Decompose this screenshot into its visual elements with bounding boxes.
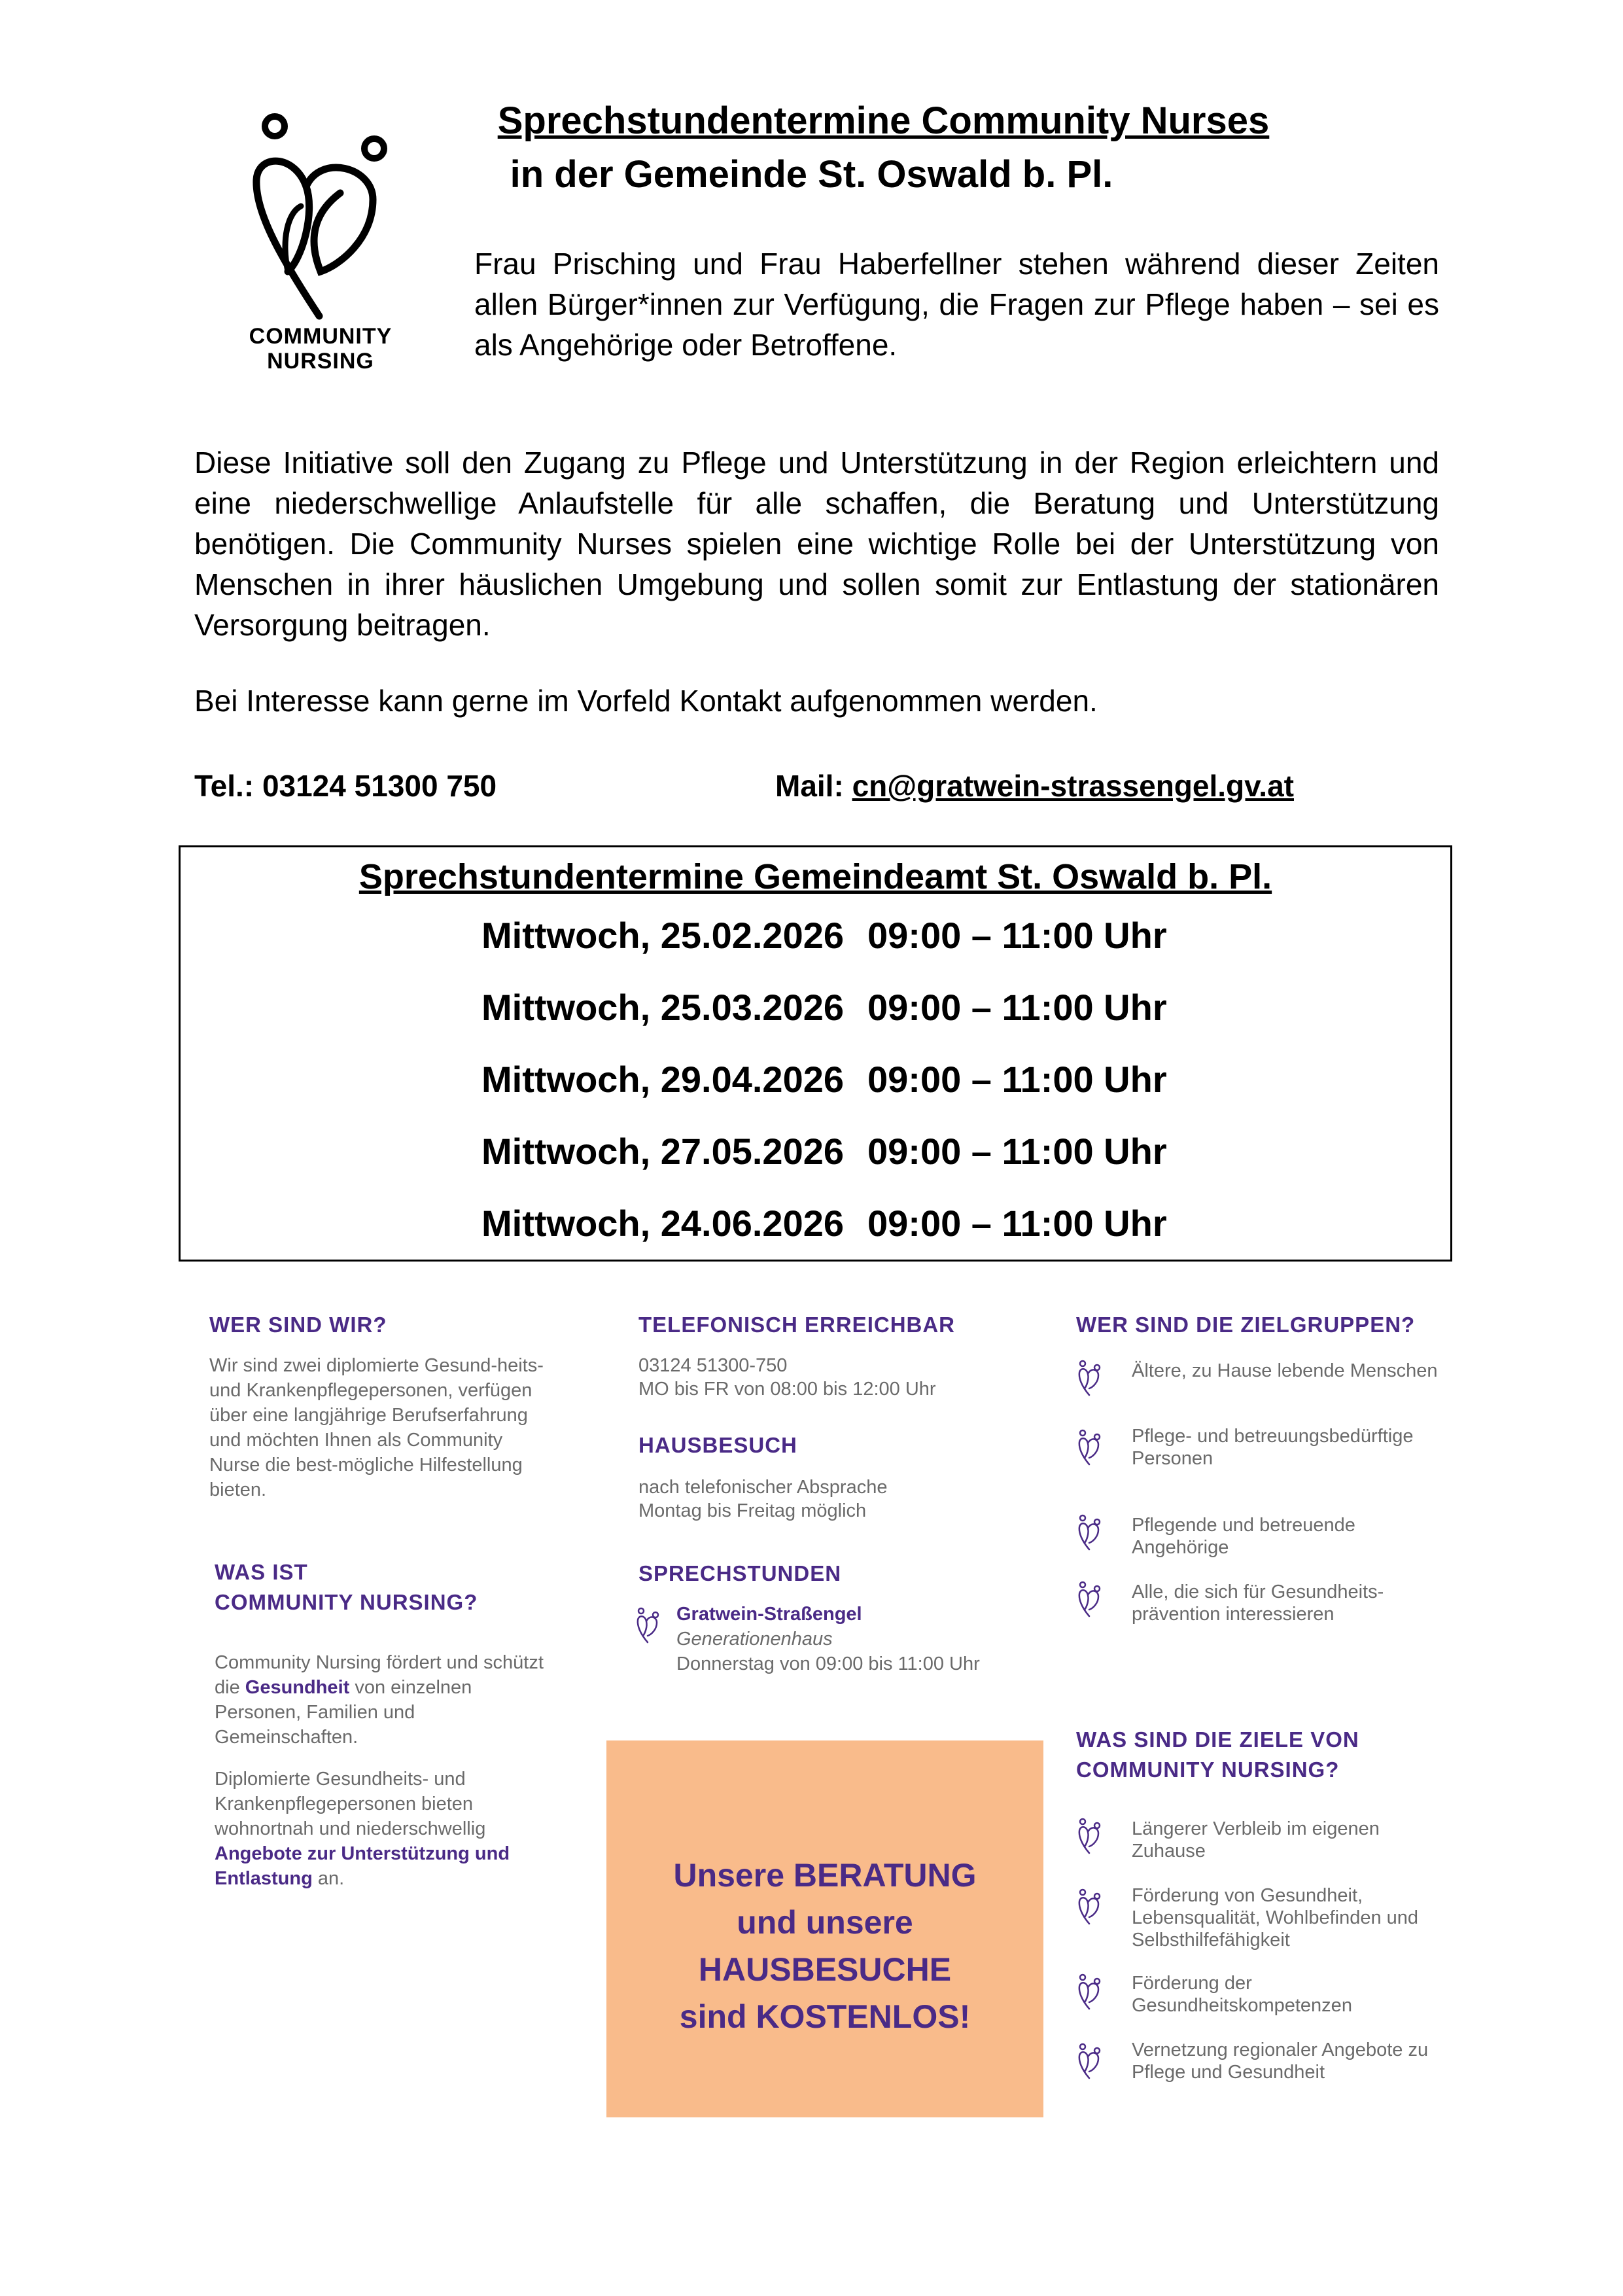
what-text-2c: an. [312, 1868, 345, 1889]
schedule-row [481, 1201, 1167, 1246]
goal-item: Vernetzung regionaler Angebote zu Pflege und Gesundheit [1132, 2040, 1429, 2083]
schedule-time: 09:00 – 11:00 Uhr [867, 915, 1167, 956]
free-service-banner [606, 1740, 1043, 2117]
what-text-2a: Diplomierte Gesundheits- und Krankenpflegepersonen bieten wohnortnah und niederschwellig [215, 1769, 486, 1839]
body-paragraph: Diese Initiative soll den Zugang zu Pflege und Unterstützung in der Region erleichtern und eine niederschwellige Anlaufstelle für alle schaffen, die Beratung und Unterstützung benötigen. Die Community Nurses spielen eine wichtige Rolle bei der Unterstützung von Menschen in ihrer häuslichen Umgebung und sollen somit zur Entlastung der stationären Versorgung beitragen. [194, 446, 1439, 642]
office-place: Gratwein-Straßengel [676, 1604, 862, 1625]
page-title: Sprechstundentermine Community Nurses [497, 99, 1270, 142]
cta-line3: HAUSBESUCHE [698, 1951, 952, 1988]
cta-line2: und unsere [737, 1904, 913, 1941]
interest-line: Bei Interesse kann gerne im Vorfeld Kontakt aufgenommen werden. [194, 684, 1098, 718]
tel-value: 03124 51300 750 [262, 769, 497, 803]
community-nursing-small-icon [1076, 1818, 1102, 1854]
schedule-date: Mittwoch, 24.06.2026 [481, 1203, 845, 1244]
community-nursing-logo [242, 108, 399, 389]
heart-figures-small-icon [1076, 1888, 1102, 1925]
office-time: Donnerstag von 09:00 bis 11:00 Uhr [676, 1653, 980, 1674]
community-nursing-small-icon [1076, 1581, 1102, 1617]
group-item: Pflege- und betreuungsbedürftige Personen [1132, 1426, 1414, 1469]
phone-contact [194, 766, 497, 806]
schedule-time: 09:00 – 11:00 Uhr [867, 1131, 1167, 1172]
heart-figures-small-icon [1076, 1514, 1102, 1551]
office-heading: SPRECHSTUNDEN [638, 1561, 842, 1585]
logo-text-line1: COMMUNITY [249, 324, 393, 349]
what-text-1 [215, 1650, 548, 1750]
mail-label: Mail: [775, 769, 844, 803]
goal-item: Förderung von Gesundheit, Lebensqualität, Wohlbefinden und Selbsthilfefähigkeit [1132, 1885, 1419, 1951]
heart-figures-small-icon [1076, 1973, 1102, 2010]
what-text-1a: Community Nursing fördert und schützt die [215, 1652, 544, 1698]
visit-line2: Montag bis Freitag möglich [638, 1500, 867, 1521]
schedule-time: 09:00 – 11:00 Uhr [867, 1059, 1167, 1100]
phone-hours: MO bis FR von 08:00 bis 12:00 Uhr [638, 1379, 936, 1400]
schedule-date: Mittwoch, 25.02.2026 [481, 915, 845, 956]
cta-line4: sind KOSTENLOS! [679, 1998, 971, 2035]
community-nursing-small-icon [635, 1607, 661, 1644]
schedule-row [481, 1129, 1167, 1174]
heart-figures-small-icon [1076, 1360, 1102, 1396]
goals-heading-line1: WAS SIND DIE ZIELE VON [1076, 1727, 1359, 1752]
phone-heading: TELEFONISCH ERREICHBAR [638, 1313, 956, 1337]
heart-figures-small-icon [1076, 2043, 1102, 2079]
community-nursing-small-icon [1076, 1429, 1102, 1466]
schedule-time: 09:00 – 11:00 Uhr [867, 1203, 1167, 1244]
what-text-1c: von einzelnen Personen, Familien und Gemeinschaften. [215, 1677, 472, 1748]
schedule-date: Mittwoch, 29.04.2026 [481, 1059, 845, 1100]
heart-figures-small-icon [1076, 1818, 1102, 1854]
goals-heading-line2: COMMUNITY NURSING? [1076, 1757, 1340, 1782]
groups-heading: WER SIND DIE ZIELGRUPPEN? [1076, 1313, 1416, 1337]
heart-figures-small-icon [1076, 1581, 1102, 1617]
visit-line1: nach telefonischer Absprache [638, 1477, 888, 1498]
schedule-row [481, 985, 1167, 1031]
heart-figures-small-icon [635, 1607, 661, 1644]
tel-label: Tel.: [194, 769, 254, 803]
community-nursing-small-icon [1076, 1888, 1102, 1925]
schedule-title: Sprechstundentermine Gemeindeamt St. Oswald b. Pl. [358, 857, 1272, 896]
what-heading-line1: WAS IST [215, 1560, 308, 1584]
logo-text-line2: NURSING [267, 349, 374, 374]
community-nursing-small-icon [1076, 2043, 1102, 2079]
group-item: Alle, die sich für Gesundheits-prävention interessieren [1132, 1581, 1384, 1625]
mail-link[interactable]: cn@gratwein-strassengel.gv.at [852, 769, 1294, 803]
cta-line1: Unsere BERATUNG [673, 1857, 977, 1894]
community-nursing-small-icon [1076, 1973, 1102, 2010]
what-text-2 [215, 1767, 555, 1891]
schedule-time: 09:00 – 11:00 Uhr [867, 987, 1167, 1028]
schedule-date: Mittwoch, 25.03.2026 [481, 987, 845, 1028]
schedule-table [179, 845, 1452, 1262]
who-heading: WER SIND WIR? [209, 1313, 387, 1337]
what-heading-line2: COMMUNITY NURSING? [215, 1590, 478, 1614]
goal-item: Längerer Verbleib im eigenen Zuhause [1132, 1818, 1380, 1862]
page-subtitle: in der Gemeinde St. Oswald b. Pl. [510, 153, 1113, 196]
schedule-row [481, 913, 1167, 959]
heart-figures-small-icon [1076, 1429, 1102, 1466]
community-nursing-small-icon [1076, 1514, 1102, 1551]
phone-number: 03124 51300-750 [638, 1355, 788, 1376]
schedule-date: Mittwoch, 27.05.2026 [481, 1131, 845, 1172]
what-text-1b: Gesundheit [245, 1677, 350, 1698]
community-nursing-small-icon [1076, 1360, 1102, 1396]
visit-heading: HAUSBESUCH [638, 1433, 797, 1457]
group-item: Ältere, zu Hause lebende Menschen [1132, 1360, 1438, 1381]
who-text: Wir sind zwei diplomierte Gesund-heits- und Krankenpflegepersonen, verfügen über eine langjährige Berufserfahrung und möchten Ihnen als Community Nurse die best-mögliche Hilfestellung bieten. [209, 1355, 544, 1500]
goal-item: Förderung der Gesundheitskompetenzen [1132, 1973, 1352, 2016]
group-item: Pflegende und betreuende Angehörige [1132, 1515, 1355, 1558]
office-building: Generationenhaus [676, 1629, 833, 1650]
schedule-row [481, 1057, 1167, 1103]
what-text-2b: Angebote zur Unterstützung und Entlastung [215, 1843, 510, 1889]
intro-paragraph: Frau Prisching und Frau Haberfellner stehen während dieser Zeiten allen Bürger*innen zur Verfügung, die Fragen zur Pflege haben – sei es als Angehörige oder Betroffene. [474, 247, 1439, 362]
mail-contact [775, 766, 1294, 806]
